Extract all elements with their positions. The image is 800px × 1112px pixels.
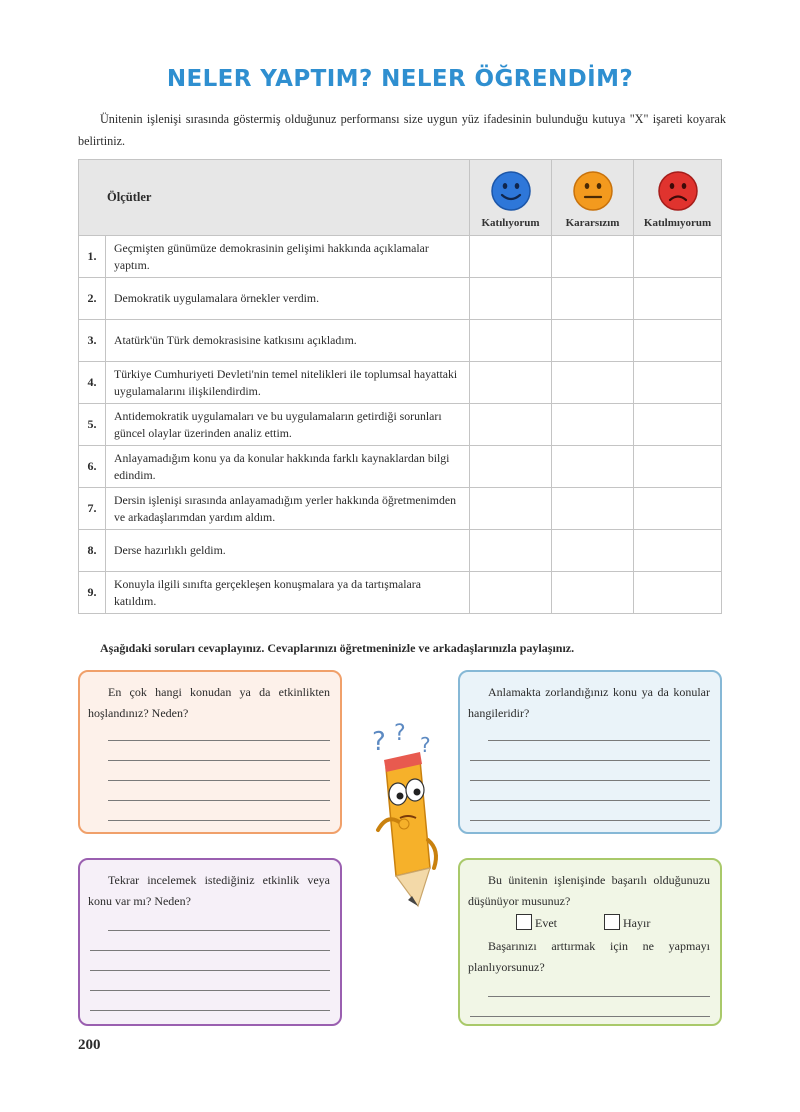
checkbox-cell-undecided[interactable]: [552, 572, 634, 614]
column-header-disagree: [634, 160, 722, 236]
column-label-agree: Katılıyorum: [481, 217, 540, 229]
checkbox-cell-agree[interactable]: [470, 530, 552, 572]
checkbox-cell-agree[interactable]: [470, 236, 552, 278]
answer-line[interactable]: [488, 996, 710, 997]
answer-line[interactable]: [488, 740, 710, 741]
table-row: [79, 362, 722, 404]
checkbox-cell-agree[interactable]: [470, 404, 552, 446]
page-number: 200: [78, 1037, 101, 1053]
checkbox-cell-agree[interactable]: [470, 362, 552, 404]
pencil-icon: [378, 752, 436, 906]
checkbox-cell-agree[interactable]: [470, 446, 552, 488]
checkbox-cell-agree[interactable]: [470, 572, 552, 614]
column-header-agree: [470, 160, 552, 236]
checkbox-cell-agree[interactable]: [470, 278, 552, 320]
table-row: [79, 236, 722, 278]
table-header-row: [79, 160, 722, 236]
no-checkbox[interactable]: [604, 914, 620, 930]
row-criterion: Demokratik uygulamalara örnekler verdim.: [106, 278, 470, 320]
answer-line[interactable]: [108, 800, 330, 801]
checkbox-cell-disagree[interactable]: [634, 488, 722, 530]
answer-line[interactable]: [90, 1010, 330, 1011]
no-label: Hayır: [623, 916, 651, 930]
checkbox-cell-disagree[interactable]: [634, 236, 722, 278]
answer-line[interactable]: [470, 820, 710, 821]
yes-checkbox[interactable]: [516, 914, 532, 930]
checkbox-cell-disagree[interactable]: [634, 362, 722, 404]
checkbox-cell-undecided[interactable]: [552, 404, 634, 446]
answer-line[interactable]: [90, 990, 330, 991]
answer-line[interactable]: [108, 760, 330, 761]
checkbox-cell-disagree[interactable]: [634, 530, 722, 572]
checkbox-cell-agree[interactable]: [470, 320, 552, 362]
question-text: En çok hangi konudan ya da etkinlikten hoşlandınız? Neden?: [88, 685, 330, 720]
checkbox-cell-undecided[interactable]: [552, 446, 634, 488]
yes-option[interactable]: [516, 914, 557, 931]
row-number: 4.: [79, 362, 106, 404]
sad-face-icon: [657, 170, 699, 212]
checkbox-cell-undecided[interactable]: [552, 530, 634, 572]
row-criterion: Anlayamadığım konu ya da konular hakkında farklı kaynaklardan bilgi edindim.: [106, 446, 470, 488]
instructions-text: Aşağıdaki soruları cevaplayınız. Cevaplarınızı öğretmeninizle ve arkadaşlarınızla paylaşınız.: [100, 641, 575, 655]
row-criterion: Antidemokratik uygulamaları ve bu uygulamaların getirdiği sorunları güncel olaylar üzerinden analiz ettim.: [106, 404, 470, 446]
question-box-favorite-topic: [78, 670, 342, 834]
criteria-header: Ölçütler: [79, 160, 470, 236]
table-row: [79, 488, 722, 530]
question-box-success: [458, 858, 722, 1026]
answer-line[interactable]: [108, 930, 330, 931]
happy-face-icon: [490, 170, 532, 212]
checkbox-cell-undecided[interactable]: [552, 236, 634, 278]
checkbox-cell-undecided[interactable]: [552, 488, 634, 530]
row-number: 5.: [79, 404, 106, 446]
neutral-face-icon: [572, 170, 614, 212]
question-text: Bu ünitenin işlenişinde başarılı olduğunuzu düşünüyor musunuz?: [468, 873, 710, 908]
row-criterion: Türkiye Cumhuriyeti Devleti'nin temel nitelikleri ile toplumsal hayattaki uygulamalarını ilişkilendirdim.: [106, 362, 470, 404]
table-row: [79, 572, 722, 614]
table-row: [79, 530, 722, 572]
row-criterion: Atatürk'ün Türk demokrasisine katkısını açıkladım.: [106, 320, 470, 362]
thinking-pencil-mascot: [368, 720, 450, 916]
row-criterion: Konuyla ilgili sınıfta gerçekleşen konuşmalara ya da tartışmalara katıldım.: [106, 572, 470, 614]
row-number: 7.: [79, 488, 106, 530]
row-number: 6.: [79, 446, 106, 488]
row-criterion: Dersin işlenişi sırasında anlayamadığım yerler hakkında öğretmenimden ve arkadaşlarımdan yardım aldım.: [106, 488, 470, 530]
column-header-undecided: [552, 160, 634, 236]
checkbox-cell-undecided[interactable]: [552, 278, 634, 320]
answer-line[interactable]: [108, 740, 330, 741]
checkbox-cell-disagree[interactable]: [634, 446, 722, 488]
table-row: [79, 404, 722, 446]
checkbox-cell-undecided[interactable]: [552, 320, 634, 362]
row-number: 2.: [79, 278, 106, 320]
answer-line[interactable]: [470, 1016, 710, 1017]
yes-label: Evet: [535, 916, 557, 930]
table-row: [79, 278, 722, 320]
checkbox-cell-disagree[interactable]: [634, 572, 722, 614]
row-number: 3.: [79, 320, 106, 362]
column-label-undecided: Kararsızım: [565, 217, 620, 229]
question-box-review-activity: [78, 858, 342, 1026]
answer-line[interactable]: [90, 950, 330, 951]
checkbox-cell-agree[interactable]: [470, 488, 552, 530]
question-box-difficult-topics: [458, 670, 722, 834]
row-number: 1.: [79, 236, 106, 278]
checkbox-cell-disagree[interactable]: [634, 320, 722, 362]
row-criterion: Geçmişten günümüze demokrasinin gelişimi hakkında açıklamalar yaptım.: [106, 236, 470, 278]
checkbox-cell-disagree[interactable]: [634, 404, 722, 446]
no-option[interactable]: [604, 914, 650, 931]
column-label-disagree: Katılmıyorum: [643, 217, 712, 229]
checkbox-cell-undecided[interactable]: [552, 362, 634, 404]
answer-line[interactable]: [470, 780, 710, 781]
answer-line[interactable]: [90, 970, 330, 971]
intro-text: Ünitenin işlenişi sırasında göstermiş olduğunuz performansı size uygun yüz ifadesinin bulunduğu kutuya "X" işareti koyarak belirtiniz.: [78, 112, 726, 148]
question-mark-icon: ?: [372, 727, 386, 757]
answer-line[interactable]: [108, 820, 330, 821]
question-mark-icon: ?: [394, 721, 406, 746]
checkbox-cell-disagree[interactable]: [634, 278, 722, 320]
row-number: 9.: [79, 572, 106, 614]
answer-line[interactable]: [470, 760, 710, 761]
page-title: NELER YAPTIM? NELER ÖĞRENDİM?: [166, 66, 634, 92]
row-criterion: Derse hazırlıklı geldim.: [106, 530, 470, 572]
question-text: Anlamakta zorlandığınız konu ya da konular hangileridir?: [468, 685, 710, 720]
row-number: 8.: [79, 530, 106, 572]
criteria-table: [78, 159, 722, 614]
table-row: [79, 446, 722, 488]
question-text: Tekrar incelemek istediğiniz etkinlik veya konu var mı? Neden?: [88, 873, 330, 908]
table-row: [79, 320, 722, 362]
answer-line[interactable]: [470, 800, 710, 801]
followup-question-text: Başarınızı arttırmak için ne yapmayı planlıyorsunuz?: [468, 939, 710, 974]
answer-line[interactable]: [108, 780, 330, 781]
question-mark-icon: ?: [420, 733, 431, 757]
